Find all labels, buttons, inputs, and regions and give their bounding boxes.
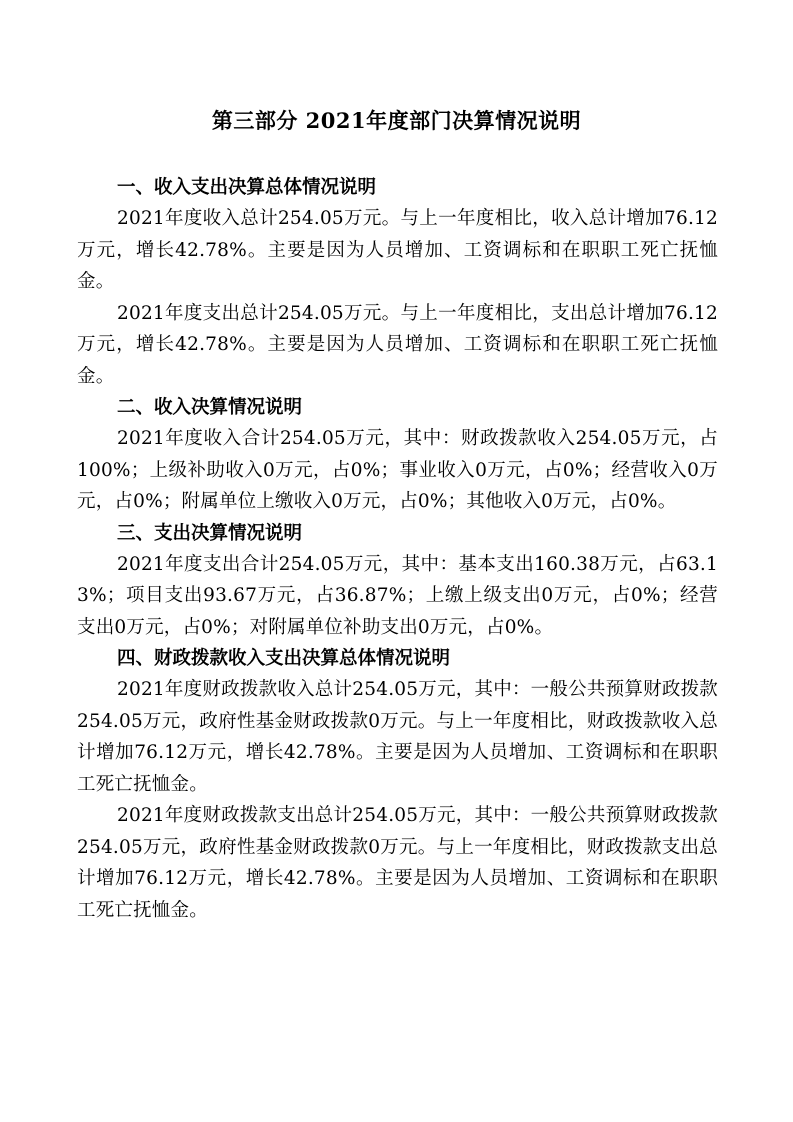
- section-overall-income-expenditure: [77, 172, 718, 392]
- page-title: 第三部分 2021年度部门决算情况说明: [211, 108, 582, 133]
- paragraph-income-breakdown: 2021年度收入合计254.05万元，其中：财政拨款收入254.05万元，占100%；上级补助收入0万元，占0%；事业收入0万元，占0%；经营收入0万元，占0%；附属单位上缴收入0万元，占0%；其他收入0万元，占0%。: [77, 428, 718, 512]
- section-heading: 三、支出决算情况说明: [117, 522, 303, 544]
- paragraph-income-total: 2021年度收入总计254.05万元。与上一年度相比，收入总计增加76.12万元，增长42.78%。主要是因为人员增加、工资调标和在职职工死亡抚恤金。: [77, 208, 718, 292]
- section-heading: 二、收入决算情况说明: [117, 397, 303, 418]
- section-income: [77, 392, 718, 518]
- section-expenditure: [77, 518, 718, 644]
- paragraph-expenditure-total: 2021年度支出总计254.05万元。与上一年度相比，支出总计增加76.12万元，增长42.78%。主要是因为人员增加、工资调标和在职职工死亡抚恤金。: [77, 302, 718, 387]
- document-body: [77, 172, 718, 926]
- paragraph-fiscal-income: 2021年度财政拨款收入总计254.05万元，其中：一般公共预算财政拨款254.05万元，政府性基金财政拨款0万元。与上一年度相比，财政拨款收入总计增加76.12万元，增长42.78%。主要是因为人员增加、工资调标和在职职工死亡抚恤金。: [77, 679, 718, 795]
- section-heading: 一、收入支出决算总体情况说明: [117, 177, 377, 198]
- section-heading: 四、财政拨款收入支出决算总体情况说明: [117, 648, 451, 669]
- section-fiscal-appropriation: [77, 643, 718, 926]
- paragraph-expenditure-breakdown: 2021年度支出合计254.05万元，其中：基本支出160.38万元，占63.13%；项目支出93.67万元，占36.87%；上缴上级支出0万元，占0%；经营支出0万元，占0%；对附属单位补助支出0万元，占0%。: [77, 553, 718, 638]
- paragraph-fiscal-expenditure: 2021年度财政拨款支出总计254.05万元，其中：一般公共预算财政拨款254.05万元，政府性基金财政拨款0万元。与上一年度相比，财政拨款支出总计增加76.12万元，增长42.78%。主要是因为人员增加、工资调标和在职职工死亡抚恤金。: [77, 805, 718, 921]
